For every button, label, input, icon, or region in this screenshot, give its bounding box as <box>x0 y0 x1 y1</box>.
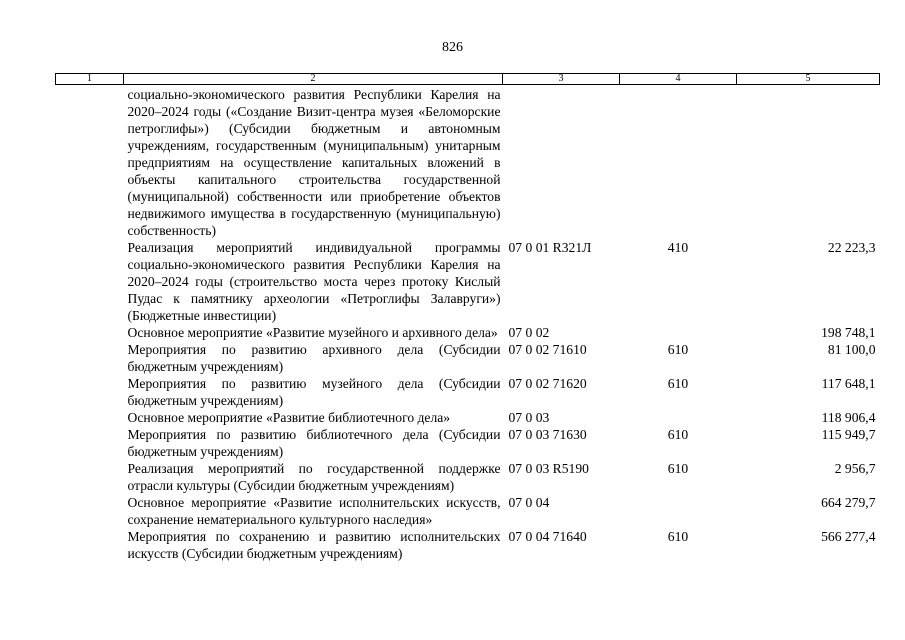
row-col1-cell <box>56 239 124 324</box>
row-name-cell: Мероприятия по развитию музейного дела (Субсидии бюджетным учреждениям) <box>127 376 501 408</box>
header-col-2: 2 <box>124 74 503 85</box>
row-code-cell: 07 0 03 71630 <box>508 427 587 442</box>
header-row <box>56 74 880 85</box>
row-sum-cell: 22 223,3 <box>827 240 876 255</box>
row-type-cell <box>620 85 737 240</box>
row-name-cell: Основное мероприятие «Развитие исполнительских искусств, сохранение нематериального культурного наследия» <box>127 495 501 527</box>
row-sum-cell: 117 648,1 <box>821 376 876 391</box>
row-type-cell <box>620 409 737 426</box>
row-code-cell: 07 0 04 71640 <box>508 529 587 544</box>
table-row <box>56 85 880 240</box>
row-col1-cell <box>56 494 124 528</box>
row-type-cell: 610 <box>667 376 689 391</box>
row-col1-cell <box>56 528 124 562</box>
row-type-cell: 610 <box>667 461 689 476</box>
row-code-cell: 07 0 04 <box>508 495 550 510</box>
row-sum-cell: 566 277,4 <box>821 529 876 544</box>
row-type-cell <box>620 494 737 528</box>
row-code-cell: 07 0 03 <box>508 410 550 425</box>
row-type-cell: 410 <box>667 240 689 255</box>
header-col-1: 1 <box>56 74 124 85</box>
row-name-cell: Основное мероприятие «Развитие музейного и архивного дела» <box>127 325 498 340</box>
row-type-cell: 610 <box>667 529 689 544</box>
row-code-cell: 07 0 02 71620 <box>508 376 587 391</box>
row-type-cell: 610 <box>667 427 689 442</box>
row-name-cell: Основное мероприятие «Развитие библиотечного дела» <box>127 410 451 425</box>
row-col1-cell <box>56 324 124 341</box>
row-name-cell: Мероприятия по развитию библиотечного дела (Субсидии бюджетным учреждениям) <box>127 427 501 459</box>
row-type-cell <box>620 324 737 341</box>
row-col1-cell <box>56 426 124 460</box>
row-name-cell: Мероприятия по развитию архивного дела (Субсидии бюджетным учреждениям) <box>127 342 501 374</box>
header-col-5: 5 <box>737 74 880 85</box>
row-code-cell: 07 0 02 71610 <box>508 342 587 357</box>
row-name-cell: Реализация мероприятий по государственной поддержке отрасли культуры (Субсидии бюджетным учреждениям) <box>127 461 501 493</box>
table-row <box>56 341 880 375</box>
row-col1-cell <box>56 460 124 494</box>
table-body <box>56 85 880 563</box>
table-row <box>56 528 880 562</box>
row-name-cell: социально-экономического развития Республики Карелия на 2020–2024 годы («Создание Визит-центра музея «Беломорские петроглифы») (Субсидии бюджетным и автономным учреждениям, государственным (муниципальным) унитарным предприятиям на осуществление капитальных вложений в объекты капитального строительства государственной (муниципальной) собственности или приобретение объектов недвижимого имущества в государственную (муниципальную) собственность) <box>127 87 501 238</box>
row-code-cell: 07 0 01 R321Л <box>508 240 592 255</box>
row-sum-cell: 118 906,4 <box>821 410 876 425</box>
row-name-cell: Мероприятия по сохранению и развитию исполнительских искусств (Субсидии бюджетным учреждениям) <box>127 529 501 561</box>
table-row <box>56 460 880 494</box>
row-name-cell: Реализация мероприятий индивидуальной программы социально-экономического развития Республики Карелия на 2020–2024 годы (строительство моста через протоку Кислый Пудас к памятнику археологии «Петроглифы Залавруги») (Бюджетные инвестиции) <box>127 240 501 323</box>
table-row <box>56 409 880 426</box>
row-code-cell: 07 0 02 <box>508 325 550 340</box>
table-row <box>56 426 880 460</box>
row-col1-cell <box>56 85 124 240</box>
budget-table <box>55 73 880 562</box>
row-col1-cell <box>56 375 124 409</box>
header-col-3: 3 <box>503 74 620 85</box>
row-code-cell <box>503 85 620 240</box>
table-row <box>56 324 880 341</box>
row-col1-cell <box>56 409 124 426</box>
row-type-cell: 610 <box>667 342 689 357</box>
row-sum-cell: 115 949,7 <box>821 427 876 442</box>
row-sum-cell: 81 100,0 <box>827 342 876 357</box>
table-row <box>56 239 880 324</box>
table-row <box>56 494 880 528</box>
table-row <box>56 375 880 409</box>
row-sum-cell: 198 748,1 <box>821 325 876 340</box>
row-code-cell: 07 0 03 R5190 <box>508 461 589 476</box>
page-number: 826 <box>442 40 463 55</box>
row-sum-cell: 2 956,7 <box>834 461 876 476</box>
header-col-4: 4 <box>620 74 737 85</box>
table-header <box>56 74 880 85</box>
row-sum-cell <box>737 85 880 240</box>
row-col1-cell <box>56 341 124 375</box>
row-sum-cell: 664 279,7 <box>821 495 876 510</box>
